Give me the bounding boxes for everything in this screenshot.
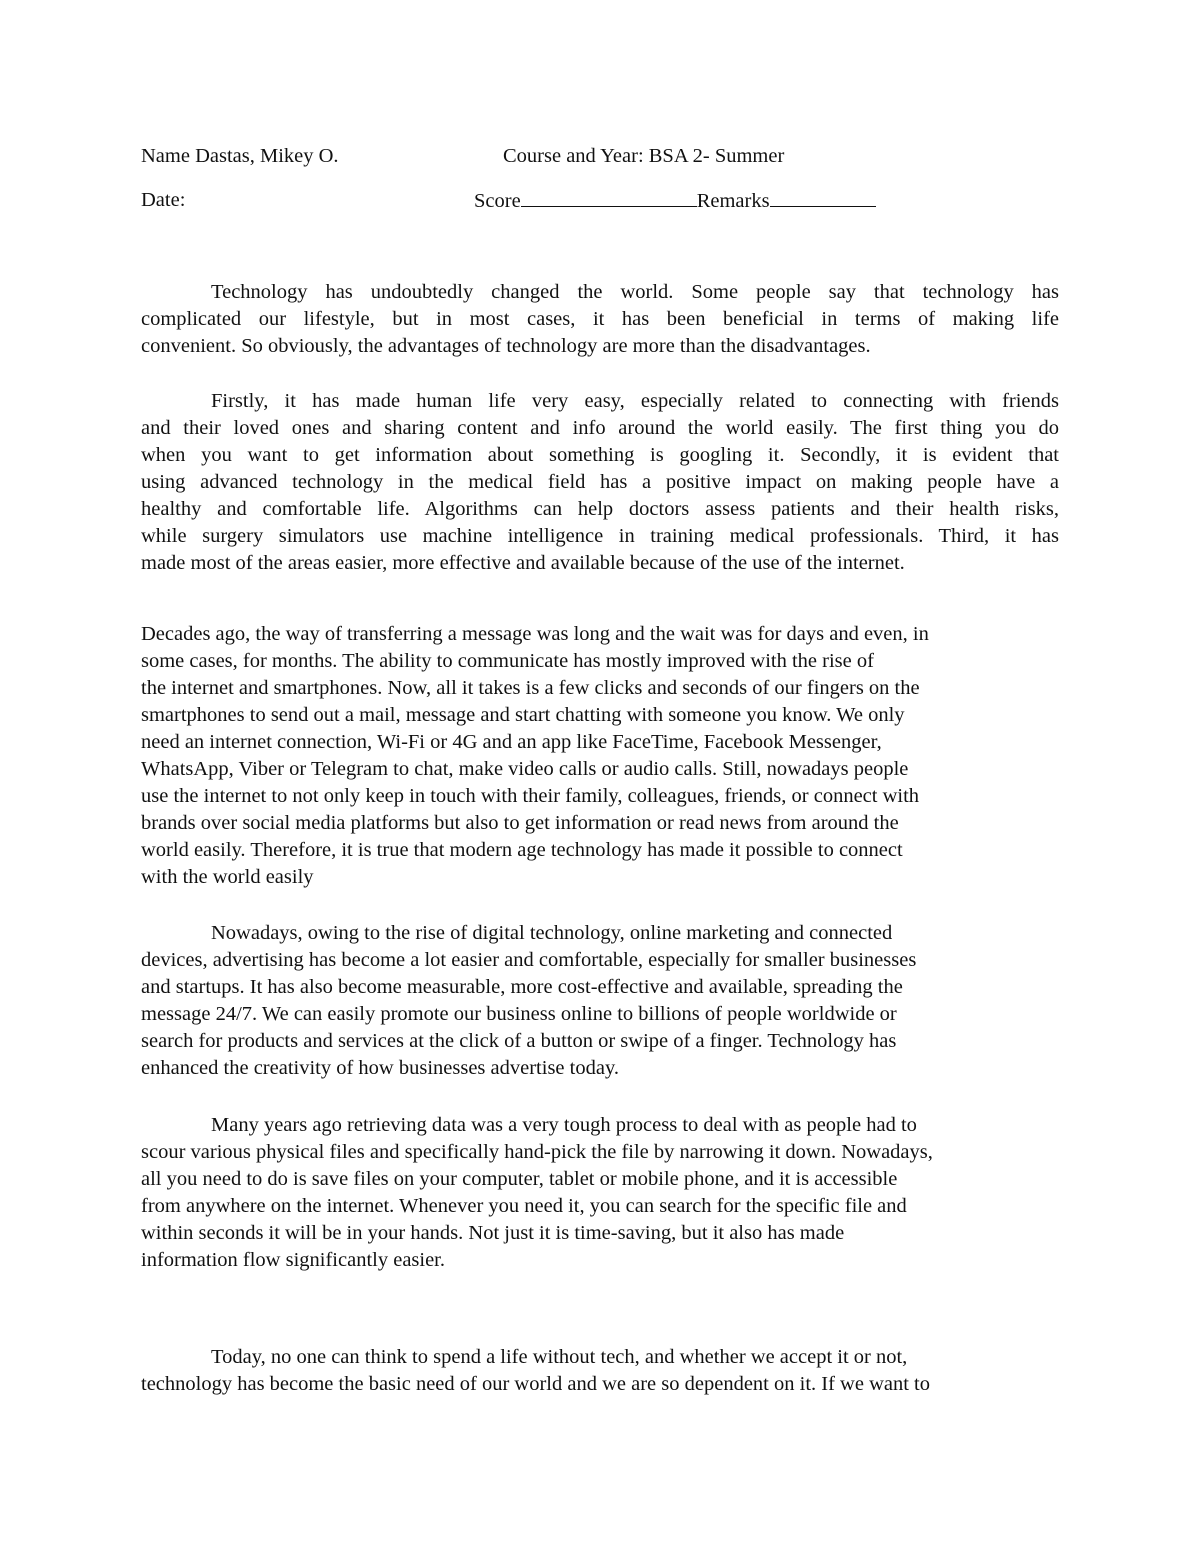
paragraph-line: and their loved ones and sharing content and info around the world easily. The first thing you do [141, 417, 1059, 439]
paragraph-line: brands over social media platforms but also to get information or read news from around the [141, 812, 899, 834]
paragraph-6 [141, 1344, 1059, 1398]
paragraph-line: search for products and services at the click of a button or swipe of a finger. Technology has [141, 1030, 897, 1052]
paragraph-2 [141, 388, 1059, 577]
paragraph-line: smartphones to send out a mail, message and start chatting with someone you know. We only [141, 704, 905, 726]
remarks-blank-line [770, 188, 876, 207]
paragraph-line: from anywhere on the internet. Whenever you need it, you can search for the specific file and [141, 1195, 907, 1217]
paragraph-line: scour various physical files and specifically hand-pick the file by narrowing it down. Nowadays, [141, 1141, 933, 1163]
paragraph-line: within seconds it will be in your hands. Not just it is time-saving, but it also has made [141, 1222, 845, 1244]
paragraph-line: the internet and smartphones. Now, all it takes is a few clicks and seconds of our fingers on the [141, 677, 920, 699]
paragraph-line: use the internet to not only keep in touch with their family, colleagues, friends, or connect with [141, 785, 920, 807]
paragraph-line: complicated our lifestyle, but in most cases, it has been beneficial in terms of making life [141, 308, 1059, 330]
paragraph-line: all you need to do is save files on your computer, tablet or mobile phone, and it is accessible [141, 1168, 898, 1190]
paragraph-line: Many years ago retrieving data was a very tough process to deal with as people had to [211, 1114, 917, 1136]
paragraph-line: Decades ago, the way of transferring a message was long and the wait was for days and even, in [141, 623, 929, 645]
score-label: Score [474, 190, 521, 212]
paragraph-line: using advanced technology in the medical field has a positive impact on making people have a [141, 471, 1059, 493]
score-blank-line [521, 188, 697, 207]
paragraph-line: Technology has undoubtedly changed the world. Some people say that technology has [211, 281, 1059, 303]
paragraph-line: when you want to get information about something is googling it. Secondly, it is evident that [141, 444, 1059, 466]
paragraph-line: and startups. It has also become measurable, more cost-effective and available, spreading the [141, 976, 903, 998]
paragraph-line: world easily. Therefore, it is true that modern age technology has made it possible to connect [141, 839, 903, 861]
paragraph-line: while surgery simulators use machine intelligence in training medical professionals. Third, it has [141, 525, 1059, 547]
paragraph-line: Nowadays, owing to the rise of digital technology, online marketing and connected [211, 922, 893, 944]
paragraph-line: enhanced the creativity of how businesses advertise today. [141, 1057, 619, 1079]
remarks-label: Remarks [696, 190, 770, 212]
paragraph-line: devices, advertising has become a lot easier and comfortable, especially for smaller businesses [141, 949, 917, 971]
date-field: Date: [141, 189, 186, 211]
paragraph-line: healthy and comfortable life. Algorithms can help doctors assess patients and their health risks, [141, 498, 1059, 520]
paragraph-line: made most of the areas easier, more effective and available because of the use of the internet. [141, 552, 905, 574]
paragraph-1 [141, 279, 1059, 360]
paragraph-line: need an internet connection, Wi-Fi or 4G and an app like FaceTime, Facebook Messenger, [141, 731, 882, 753]
paragraph-5 [141, 1112, 1059, 1274]
paragraph-line: message 24/7. We can easily promote our business online to billions of people worldwide or [141, 1003, 897, 1025]
paragraph-3 [141, 621, 1059, 891]
paragraph-line: some cases, for months. The ability to communicate has mostly improved with the rise of [141, 650, 874, 672]
paragraph-line: Firstly, it has made human life very easy, especially related to connecting with friends [211, 390, 1059, 412]
course-year-field: Course and Year: BSA 2- Summer [503, 145, 785, 167]
score-field [474, 188, 876, 213]
paragraph-line: WhatsApp, Viber or Telegram to chat, make video calls or audio calls. Still, nowadays people [141, 758, 909, 780]
paragraph-4 [141, 920, 1059, 1082]
paragraph-line: Today, no one can think to spend a life without tech, and whether we accept it or not, [211, 1346, 908, 1368]
paragraph-line: technology has become the basic need of our world and we are so dependent on it. If we want to [141, 1373, 930, 1395]
paragraph-line: with the world easily [141, 866, 314, 888]
name-field: Name Dastas, Mikey O. [141, 145, 339, 167]
paragraph-line: information flow significantly easier. [141, 1249, 446, 1271]
paragraph-line: convenient. So obviously, the advantages of technology are more than the disadvantages. [141, 335, 871, 357]
